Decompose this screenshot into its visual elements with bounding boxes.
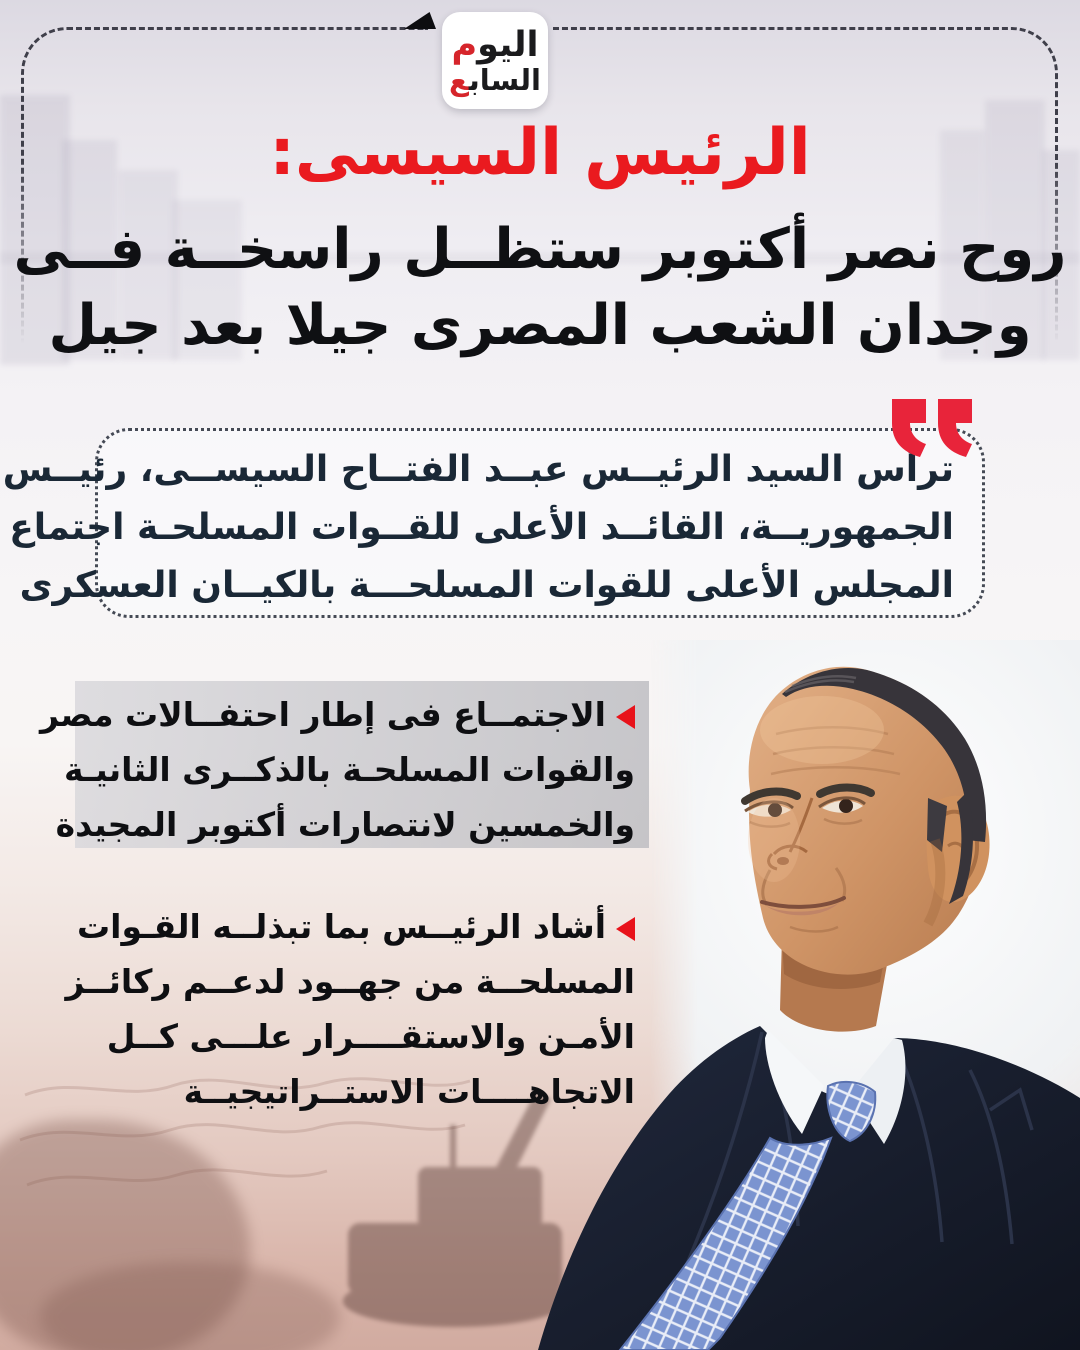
headline-line1: روح نصر أكتوبر ستظــل راسخــة فــى [13,217,1067,282]
bullet-line: الأمـن والاستقــــرار علـــى كــل [106,1017,635,1056]
logo-line1: اليوم [451,24,539,65]
logo-line2: الساب‍‍ع [449,62,541,97]
bullet-line: والخمسين لانتصارات أكتوبر المجيدة [55,805,635,844]
quote-line: ترأس السيد الرئيــس عبــد الفتــاح السيســى، رئيــس [2,449,954,490]
quote-line: المجلس الأعلى للقوات المسلحـــة بالكيــان العسكرى [19,565,954,606]
bullet-line: والقوات المسلحـة بالذكــرى الثانيـة [63,750,635,789]
youm7-logo [442,12,548,109]
bullet-line: أشاد الرئيــس بما تبذلــه القـوات [83,899,635,954]
headline-line2: وجدان الشعب المصرى جيلا بعد جيل [48,293,1032,358]
quote-box [2,428,985,618]
main-headline [0,212,1080,364]
quote-mark-icon [888,399,974,457]
kicker-president: الرئيس السيسى: [269,116,811,190]
arrow-triangle-icon [404,12,436,29]
bullet-line: الاجتمــاع فى إطار احتفــالات مصر [83,687,635,742]
quote-line: الجمهوريــة، القائــد الأعلى للقــوات المسلحـة اجتماع [9,507,954,548]
sisi-portrait-photo [430,640,1080,1350]
bullet-line: المسلحــة من جهــود لدعــم ركائــز [65,962,635,1001]
bullet-line: الاتجاهــــات الاستــراتيجيــة [183,1072,635,1111]
